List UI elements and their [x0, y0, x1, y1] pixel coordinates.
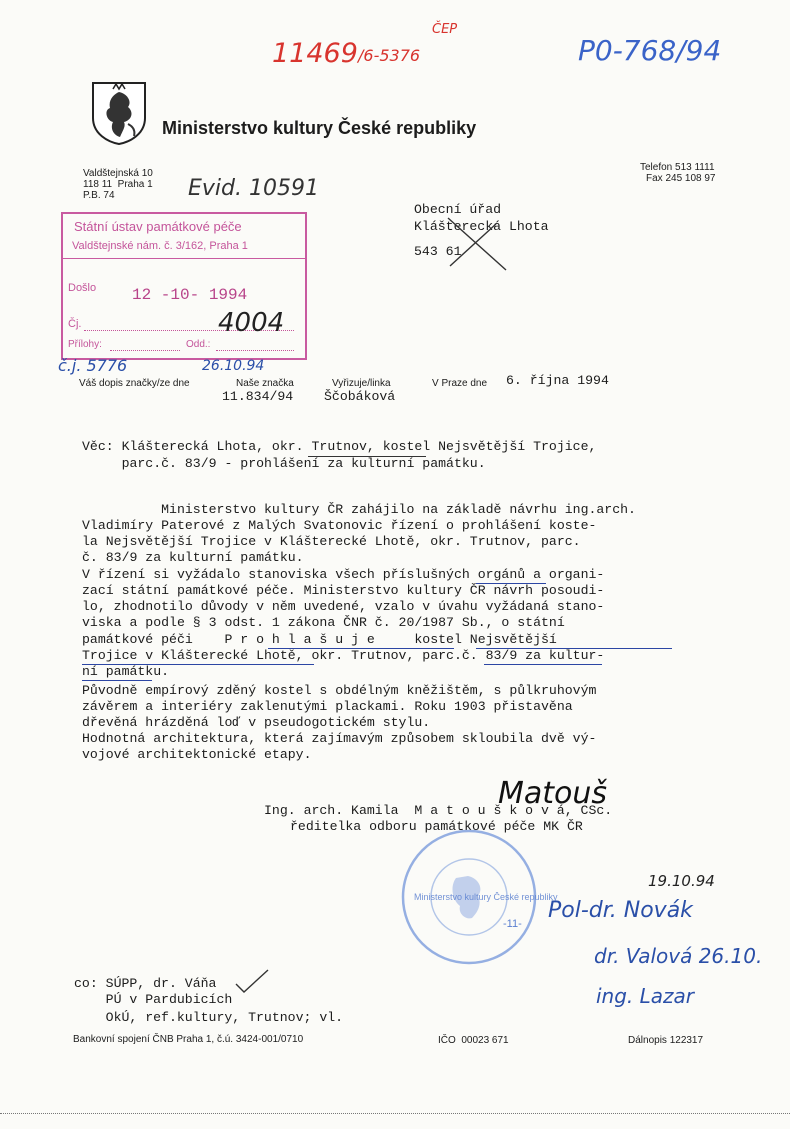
underline-monument	[82, 680, 152, 681]
stamp-dept-dots	[216, 350, 294, 351]
body-line-1: Ministerstvo kultury ČR zahájilo na základě návrhu ing.arch.	[82, 502, 636, 517]
signatory-name: Ing. arch. Kamila M a t o u š k o v á, CSc.	[264, 803, 613, 818]
subject-underline	[308, 456, 426, 457]
underline-parcel	[484, 664, 602, 665]
subject-line-1: Věc: Klášterecká Lhota, okr. Trutnov, kostel Nejsvětější Trojice,	[82, 439, 597, 454]
stamp-address: Valdštejnské nám. č. 3/162, Praha 1	[72, 240, 248, 252]
handwritten-ref-note: č.j. 5776	[58, 356, 128, 375]
handwritten-date-note: 19.10.94	[648, 872, 715, 890]
body-line-14: dřevěná hrázděná loď v pseudogotickém stylu.	[82, 715, 431, 730]
stamp-institution: Státní ústav památkové péče	[74, 219, 242, 234]
body-line-10: Trojice v Klášterecké Lhotě, okr. Trutnov, parc.č. 83/9 za kultur-	[82, 648, 605, 663]
fax: Fax 245 108 97	[646, 173, 716, 184]
handwritten-evidence-number: Evid. 10591	[188, 176, 319, 201]
phone: Telefon 513 1111	[640, 162, 715, 173]
round-stamp-text: Ministerstvo kultury České republiky	[414, 892, 558, 902]
body-line-6: zací státní památkové péče. Ministerstvo kultury ČR návrh posoudi-	[82, 583, 605, 598]
subject-line-2: parc.č. 83/9 - prohlášení za kulturní památku.	[82, 456, 486, 471]
handwritten-check-mark	[232, 966, 272, 996]
footer-bank: Bankovní spojení ČNB Praha 1, č.ú. 3424-001/0710	[73, 1034, 304, 1045]
handwritten-superscript: ČEP	[432, 22, 458, 37]
handwritten-routing-1: Pol-dr. Novák	[548, 898, 693, 923]
handwritten-reg-number: 11469	[272, 38, 358, 69]
body-line-4: č. 83/9 za kulturní památku.	[82, 550, 304, 565]
body-line-2: Vladimíry Paterové z Malých Svatonovic řízení o prohlášení koste-	[82, 518, 597, 533]
coat-of-arms-icon	[82, 62, 148, 151]
copies-line-3: OkÚ, ref.kultury, Trutnov; vl.	[74, 1010, 344, 1025]
body-line-3: la Nejsvětější Trojice v Klášterecké Lhotě, okr. Trutnov, parc.	[82, 534, 581, 549]
place-date-label: V Praze dne	[432, 378, 488, 389]
underline-organs	[476, 583, 546, 584]
stamp-received-label: Došlo	[68, 282, 97, 294]
stamp-dept-label: Odd.:	[186, 339, 211, 350]
your-letter-label: Váš dopis značky/ze dne	[79, 378, 190, 389]
address-line-2: 118 11 Praha 1	[83, 179, 153, 190]
handwritten-stamp-number: 4004	[218, 308, 285, 338]
recipient-line-2: Klášterecká Lhota	[414, 219, 549, 234]
body-line-7: lo, zhodnotilo důvody v něm uvedené, vzalo v úvahu vyžádaná stano-	[82, 599, 605, 614]
recipient-line-1: Obecní úřad	[414, 202, 502, 217]
body-line-16: vojové architektonické etapy.	[82, 747, 312, 762]
handwritten-top-right-ref: P0-768/94	[578, 34, 722, 67]
handwritten-signature: Matouš	[498, 776, 608, 811]
body-line-12: Původně empírový zděný kostel s obdélným kněžištěm, s půlkruhovým	[82, 683, 597, 698]
handwritten-routing-3: ing. Lazar	[596, 984, 695, 1008]
body-line-11: ní památku.	[82, 664, 170, 679]
bottom-edge	[0, 1113, 790, 1114]
body-line-15: Hodnotná architektura, která zajímavým způsobem skloubila dvě vý-	[82, 731, 597, 746]
our-ref-label: Naše značka	[236, 378, 294, 389]
handwritten-routing-2: dr. Valová 26.10.	[594, 944, 763, 968]
footer-dalnopis: Dálnopis 122317	[628, 1035, 704, 1046]
stamp-attachments-label: Přílohy:	[68, 339, 102, 350]
handwritten-cross-mark	[440, 214, 512, 274]
handled-by-label: Vyřizuje/linka	[332, 378, 391, 389]
underline-church-1	[476, 648, 672, 649]
recipient-line-3: 543 61	[414, 244, 462, 259]
stamp-ref-label: Čj.	[68, 318, 82, 330]
signatory-title: ředitelka odboru památkové péče MK ČR	[290, 819, 583, 834]
underline-proclaims	[268, 648, 454, 649]
handled-by-value: Ščobáková	[324, 389, 396, 404]
our-ref-value: 11.834/94	[222, 389, 294, 404]
body-line-8: viska a podle § 3 odst. 1 zákona ČNR č. 20/1987 Sb., o státní	[82, 615, 565, 630]
copies-line-2: PÚ v Pardubicích	[74, 992, 233, 1007]
body-line-13: závěrem a interiéry zaklenutými plackami. Roku 1903 přistavěna	[82, 699, 573, 714]
address-line-3: P.B. 74	[83, 190, 115, 201]
handwritten-ref-note-date: 26.10.94	[202, 358, 265, 374]
stamp-received-date: 12 -10- 1994	[132, 286, 248, 304]
copies-line-1: co: SÚPP, dr. Váňa	[74, 976, 217, 991]
body-line-9: památkové péči P r o h l a š u j e kostel Nejsvětější	[82, 632, 557, 647]
round-stamp-number: -11-	[503, 918, 522, 930]
date-value: 6. října 1994	[506, 373, 609, 388]
footer-ico: IČO 00023 671	[438, 1035, 509, 1046]
address-line-1: Valdštejnská 10	[83, 168, 153, 179]
underline-church-2	[82, 664, 314, 665]
ministry-name: Ministerstvo kultury České republiky	[162, 118, 477, 138]
stamp-attachments-dots	[110, 350, 180, 351]
body-line-5: V řízení si vyžádalo stanoviska všech příslušných orgánů a organi-	[82, 567, 605, 582]
handwritten-reg-suffix: /6-5376	[358, 46, 421, 65]
